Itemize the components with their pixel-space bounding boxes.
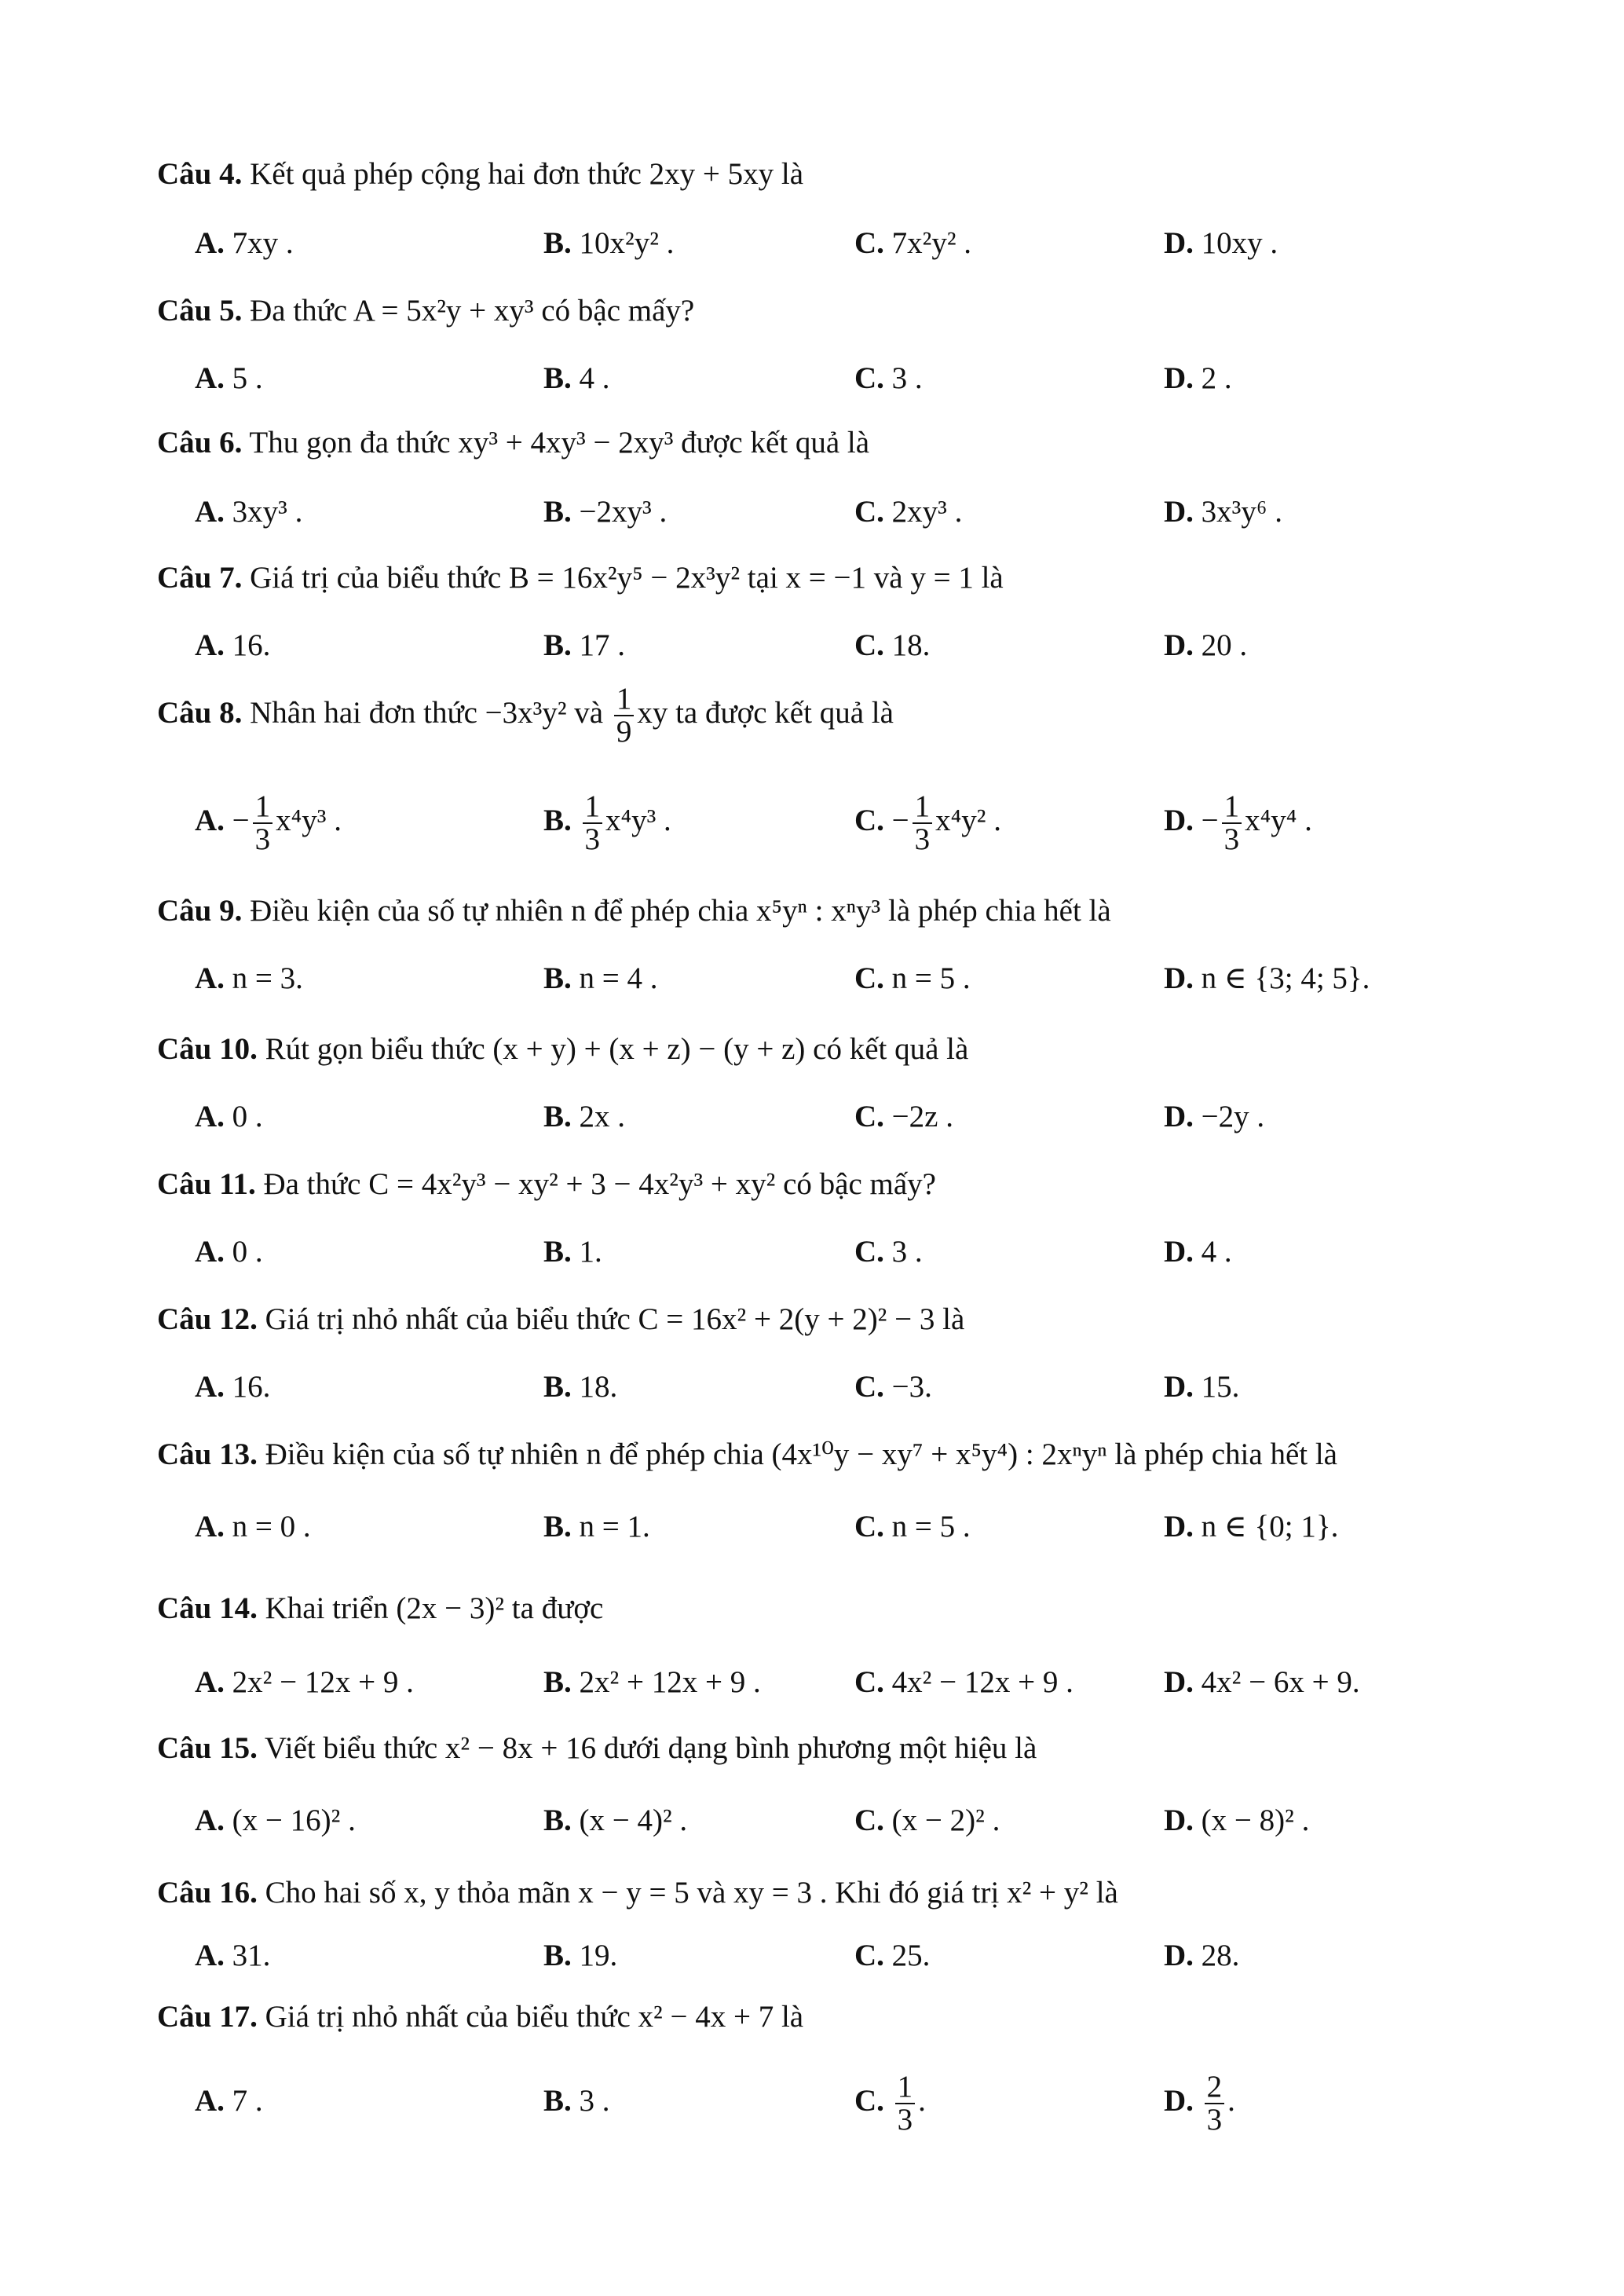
option-text: 4x² − 12x + 9 . <box>883 1665 1074 1699</box>
option-text: n = 4 . <box>571 961 658 995</box>
option-d <box>1164 360 1232 397</box>
fraction-numerator: 2 <box>1205 2071 1225 2104</box>
options-row-11 <box>0 1233 1624 1280</box>
fraction <box>614 683 635 748</box>
option-b <box>543 1233 602 1271</box>
option-text: n = 5 . <box>883 1510 971 1543</box>
fraction-numerator: 1 <box>253 791 273 824</box>
option-label: A. <box>195 1803 225 1837</box>
options-row-5 <box>0 360 1624 407</box>
option-label: A. <box>195 628 225 662</box>
option-d <box>1164 2066 1235 2137</box>
question-7 <box>157 559 1492 597</box>
question-label: Câu 12. <box>157 1302 258 1336</box>
option-b <box>543 1664 761 1701</box>
question-16 <box>157 1874 1492 1912</box>
option-label: B. <box>543 2084 572 2118</box>
fraction <box>895 2071 916 2136</box>
option-text: (x − 8)² . <box>1193 1803 1310 1837</box>
option-label: B. <box>543 361 572 395</box>
option-a <box>195 1368 270 1406</box>
question-text: Điều kiện của số tự nhiên n để phép chia (4x¹⁰y − xy⁷ + x⁵y⁴) : 2xⁿyⁿ là phép chia hết là <box>257 1437 1337 1471</box>
option-b <box>543 493 667 531</box>
question-9 <box>157 892 1492 930</box>
question-text: Rút gọn biểu thức (x + y) + (x + z) − (y + z) có kết quả là <box>257 1032 969 1066</box>
option-a <box>195 493 302 531</box>
options-row-15 <box>0 1802 1624 1849</box>
option-text: 16. <box>224 628 271 662</box>
option-label: C. <box>854 1939 884 1972</box>
option-d <box>1164 1508 1338 1546</box>
options-row-7 <box>0 627 1624 674</box>
option-text: 18. <box>883 628 931 662</box>
option-text: −2z . <box>883 1100 953 1133</box>
option-label: C. <box>854 495 884 529</box>
fraction-denominator: 9 <box>616 715 632 749</box>
option-label: D. <box>1164 1370 1194 1404</box>
option-label: B. <box>543 1665 572 1699</box>
option-sign <box>572 804 580 837</box>
option-text: 2xy³ . <box>883 495 963 529</box>
option-b <box>543 1937 617 1975</box>
option-sign: − <box>1193 804 1219 837</box>
option-text: 7xy . <box>224 226 294 260</box>
question-5 <box>157 292 1492 330</box>
question-label: Câu 14. <box>157 1591 258 1625</box>
option-text: 4x² − 6x + 9. <box>1193 1665 1360 1699</box>
option-text: 10xy . <box>1193 226 1278 260</box>
option-label: C. <box>854 1803 884 1837</box>
option-d <box>1164 627 1247 665</box>
option-label: D. <box>1164 495 1194 529</box>
option-b <box>543 360 610 397</box>
question-10 <box>157 1031 1492 1068</box>
question-label: Câu 13. <box>157 1437 258 1471</box>
question-label: Câu 9. <box>157 894 243 928</box>
question-text: Giá trị của biểu thức B = 16x²y⁵ − 2x³y² tại x = −1 và y = 1 là <box>242 561 1004 595</box>
question-14 <box>157 1590 1492 1628</box>
options-row-8 <box>0 785 1624 864</box>
option-text: 28. <box>1193 1939 1240 1972</box>
option-c <box>854 627 930 665</box>
option-a <box>195 360 263 397</box>
option-a <box>195 1233 263 1271</box>
option-text: 3 . <box>883 361 923 395</box>
option-b <box>543 1368 617 1406</box>
option-c <box>854 2066 926 2137</box>
option-label: D. <box>1164 1100 1194 1133</box>
option-label: C. <box>854 961 884 995</box>
option-text: x⁴y³ . <box>276 804 342 837</box>
option-label: B. <box>543 1370 572 1404</box>
options-row-16 <box>0 1937 1624 1984</box>
option-c <box>854 1937 930 1975</box>
option-text: 3x³y⁶ . <box>1193 495 1282 529</box>
option-text: (x − 4)² . <box>571 1803 688 1837</box>
question-text: Điều kiện của số tự nhiên n để phép chia x⁵yⁿ : xⁿy³ là phép chia hết là <box>242 894 1111 928</box>
option-text: 19. <box>571 1939 618 1972</box>
fraction-numerator: 1 <box>1222 791 1242 824</box>
option-label: C. <box>854 226 884 260</box>
option-d <box>1164 1802 1309 1840</box>
option-sign: − <box>224 804 250 837</box>
option-d <box>1164 225 1278 262</box>
question-label: Câu 10. <box>157 1032 258 1066</box>
option-text: n = 5 . <box>883 961 971 995</box>
option-a <box>195 785 342 856</box>
option-d <box>1164 1233 1232 1271</box>
option-text: 31. <box>224 1939 271 1972</box>
option-label: C. <box>854 628 884 662</box>
options-row-9 <box>0 960 1624 1007</box>
option-a <box>195 627 270 665</box>
option-text: 3 . <box>571 2084 610 2118</box>
fraction-numerator: 1 <box>583 791 603 824</box>
option-c <box>854 785 1001 856</box>
option-a <box>195 1802 356 1840</box>
option-a <box>195 2066 263 2137</box>
fraction <box>913 791 933 855</box>
option-label: A. <box>195 2084 225 2118</box>
option-label: D. <box>1164 1235 1194 1269</box>
option-c <box>854 1664 1074 1701</box>
option-text: 20 . <box>1193 628 1248 662</box>
option-label: A. <box>195 1370 225 1404</box>
option-label: A. <box>195 1235 225 1269</box>
option-text: 25. <box>883 1939 931 1972</box>
option-b <box>543 1508 650 1546</box>
option-label: D. <box>1164 2084 1194 2118</box>
question-label: Câu 16. <box>157 1876 258 1910</box>
option-a <box>195 1937 270 1975</box>
option-label: B. <box>543 804 572 837</box>
question-13 <box>157 1436 1492 1474</box>
option-b <box>543 627 625 665</box>
question-12 <box>157 1301 1492 1338</box>
question-text: Cho hai số x, y thỏa mãn x − y = 5 và xy = 3 . Khi đó giá trị x² + y² là <box>257 1876 1118 1910</box>
option-c <box>854 225 971 262</box>
question-text: Kết quả phép cộng hai đơn thức 2xy + 5xy là <box>242 157 804 191</box>
option-a <box>195 960 303 998</box>
option-text: . <box>918 2084 926 2118</box>
option-text: x⁴y² . <box>935 804 1001 837</box>
option-label: A. <box>195 361 225 395</box>
option-text: (x − 2)² . <box>883 1803 1000 1837</box>
question-label: Câu 5. <box>157 294 243 328</box>
option-c <box>854 493 962 531</box>
fraction-numerator: 1 <box>614 683 635 716</box>
option-text: n = 0 . <box>224 1510 311 1543</box>
option-a <box>195 1508 311 1546</box>
fraction-denominator: 3 <box>1206 2103 1223 2137</box>
option-text: 0 . <box>224 1100 263 1133</box>
option-label: D. <box>1164 628 1194 662</box>
option-label: B. <box>543 1235 572 1269</box>
option-label: B. <box>543 495 572 529</box>
option-text: 2 . <box>1193 361 1232 395</box>
question-text: Khai triển (2x − 3)² ta được <box>257 1591 604 1625</box>
option-text: n = 3. <box>224 961 303 995</box>
option-text: −2xy³ . <box>571 495 668 529</box>
option-a <box>195 1098 263 1136</box>
option-text: 10x²y² . <box>571 226 675 260</box>
option-label: B. <box>543 1939 572 1972</box>
option-label: B. <box>543 1803 572 1837</box>
option-label: D. <box>1164 1803 1194 1837</box>
option-b <box>543 960 658 998</box>
fraction-numerator: 1 <box>913 791 933 824</box>
option-label: D. <box>1164 1665 1194 1699</box>
option-label: B. <box>543 1510 572 1543</box>
option-c <box>854 1098 953 1136</box>
option-c <box>854 360 923 397</box>
question-6 <box>157 424 1492 462</box>
option-label: C. <box>854 1235 884 1269</box>
option-text: x⁴y⁴ . <box>1245 804 1312 837</box>
fraction <box>583 791 603 855</box>
question-label: Câu 17. <box>157 2000 258 2034</box>
option-d <box>1164 1937 1239 1975</box>
option-text: 0 . <box>224 1235 263 1269</box>
question-label: Câu 7. <box>157 561 243 595</box>
options-row-6 <box>0 493 1624 540</box>
option-text: 4 . <box>571 361 610 395</box>
option-label: D. <box>1164 1510 1194 1543</box>
option-text: 2x² − 12x + 9 . <box>224 1665 414 1699</box>
option-text: 1. <box>571 1235 602 1269</box>
question-text: Đa thức A = 5x²y + xy³ có bậc mấy? <box>242 294 695 328</box>
option-label: C. <box>854 1510 884 1543</box>
option-b <box>543 1802 687 1840</box>
option-label: D. <box>1164 804 1194 837</box>
question-text: Thu gọn đa thức xy³ + 4xy³ − 2xy³ được kết quả là <box>242 426 870 460</box>
option-text: 5 . <box>224 361 263 395</box>
options-row-17 <box>0 2066 1624 2144</box>
option-text: n ∈ {0; 1}. <box>1193 1510 1339 1543</box>
question-15 <box>157 1730 1492 1767</box>
option-label: B. <box>543 1100 572 1133</box>
option-text: 2x . <box>571 1100 626 1133</box>
option-label: C. <box>854 804 884 837</box>
option-c <box>854 1233 923 1271</box>
question-text: Giá trị nhỏ nhất của biểu thức x² − 4x + 7 là <box>257 2000 804 2034</box>
option-label: D. <box>1164 361 1194 395</box>
option-label: C. <box>854 361 884 395</box>
question-4 <box>157 156 1492 193</box>
option-a <box>195 1664 414 1701</box>
option-b <box>543 2066 610 2137</box>
option-sign: − <box>883 804 909 837</box>
options-row-12 <box>0 1368 1624 1415</box>
option-label: B. <box>543 961 572 995</box>
options-row-4 <box>0 225 1624 272</box>
option-c <box>854 1508 971 1546</box>
option-c <box>854 1368 932 1406</box>
option-text: 4 . <box>1193 1235 1232 1269</box>
option-label: B. <box>543 628 572 662</box>
fraction-denominator: 3 <box>914 822 931 857</box>
option-label: A. <box>195 1939 225 1972</box>
option-d <box>1164 785 1312 856</box>
option-label: B. <box>543 226 572 260</box>
option-b <box>543 785 671 856</box>
question-text: Giá trị nhỏ nhất của biểu thức C = 16x² + 2(y + 2)² − 3 là <box>257 1302 965 1336</box>
fraction-denominator: 3 <box>254 822 271 857</box>
option-text: 3 . <box>883 1235 923 1269</box>
question-label: Câu 8. <box>157 696 243 730</box>
fraction <box>1222 791 1242 855</box>
option-text: 2x² + 12x + 9 . <box>571 1665 761 1699</box>
option-d <box>1164 493 1282 531</box>
option-label: A. <box>195 226 225 260</box>
option-d <box>1164 960 1370 998</box>
option-text: n = 1. <box>571 1510 650 1543</box>
option-b <box>543 1098 625 1136</box>
fraction <box>253 791 273 855</box>
option-d <box>1164 1664 1360 1701</box>
question-8 <box>157 682 1492 748</box>
option-text: 7 . <box>224 2084 263 2118</box>
fraction-denominator: 3 <box>584 822 601 857</box>
option-label: D. <box>1164 1939 1194 1972</box>
option-label: C. <box>854 1665 884 1699</box>
question-label: Câu 4. <box>157 157 243 191</box>
option-text: x⁴y³ . <box>605 804 671 837</box>
option-d <box>1164 1368 1239 1406</box>
option-text: 16. <box>224 1370 271 1404</box>
option-label: C. <box>854 1100 884 1133</box>
fraction-denominator: 3 <box>1223 822 1240 857</box>
option-label: A. <box>195 1100 225 1133</box>
question-text: Viết biểu thức x² − 8x + 16 dưới dạng bình phương một hiệu là <box>257 1731 1037 1765</box>
question-label: Câu 6. <box>157 426 243 460</box>
option-text: −2y . <box>1193 1100 1265 1133</box>
fraction-numerator: 1 <box>895 2071 916 2104</box>
option-label: C. <box>854 2084 884 2118</box>
option-label: A. <box>195 1665 225 1699</box>
option-text: −3. <box>883 1370 932 1404</box>
option-text: 17 . <box>571 628 626 662</box>
option-label: D. <box>1164 226 1194 260</box>
option-text: (x − 16)² . <box>224 1803 356 1837</box>
question-label: Câu 15. <box>157 1731 258 1765</box>
option-text: 7x²y² . <box>883 226 972 260</box>
option-c <box>854 1802 1000 1840</box>
question-text-after: xy ta được kết quả là <box>637 696 894 730</box>
options-row-14 <box>0 1664 1624 1711</box>
option-label: A. <box>195 1510 225 1543</box>
fraction <box>1205 2071 1225 2136</box>
question-17 <box>157 1998 1492 2036</box>
question-11 <box>157 1166 1492 1203</box>
option-label: A. <box>195 804 225 837</box>
option-label: C. <box>854 1370 884 1404</box>
option-a <box>195 225 294 262</box>
question-text: Đa thức C = 4x²y³ − xy² + 3 − 4x²y³ + xy² có bậc mấy? <box>255 1167 936 1201</box>
option-text: 18. <box>571 1370 618 1404</box>
option-c <box>854 960 971 998</box>
option-b <box>543 225 674 262</box>
question-text-before: Nhân hai đơn thức −3x³y² và <box>242 696 611 730</box>
option-text: . <box>1227 2084 1235 2118</box>
option-label: D. <box>1164 961 1194 995</box>
option-text: n ∈ {3; 4; 5}. <box>1193 961 1370 995</box>
option-label: A. <box>195 495 225 529</box>
option-label: A. <box>195 961 225 995</box>
option-text: 15. <box>1193 1370 1240 1404</box>
fraction-denominator: 3 <box>897 2103 913 2137</box>
option-d <box>1164 1098 1264 1136</box>
options-row-10 <box>0 1098 1624 1145</box>
options-row-13 <box>0 1508 1624 1555</box>
option-text: 3xy³ . <box>224 495 303 529</box>
question-label: Câu 11. <box>157 1167 256 1201</box>
